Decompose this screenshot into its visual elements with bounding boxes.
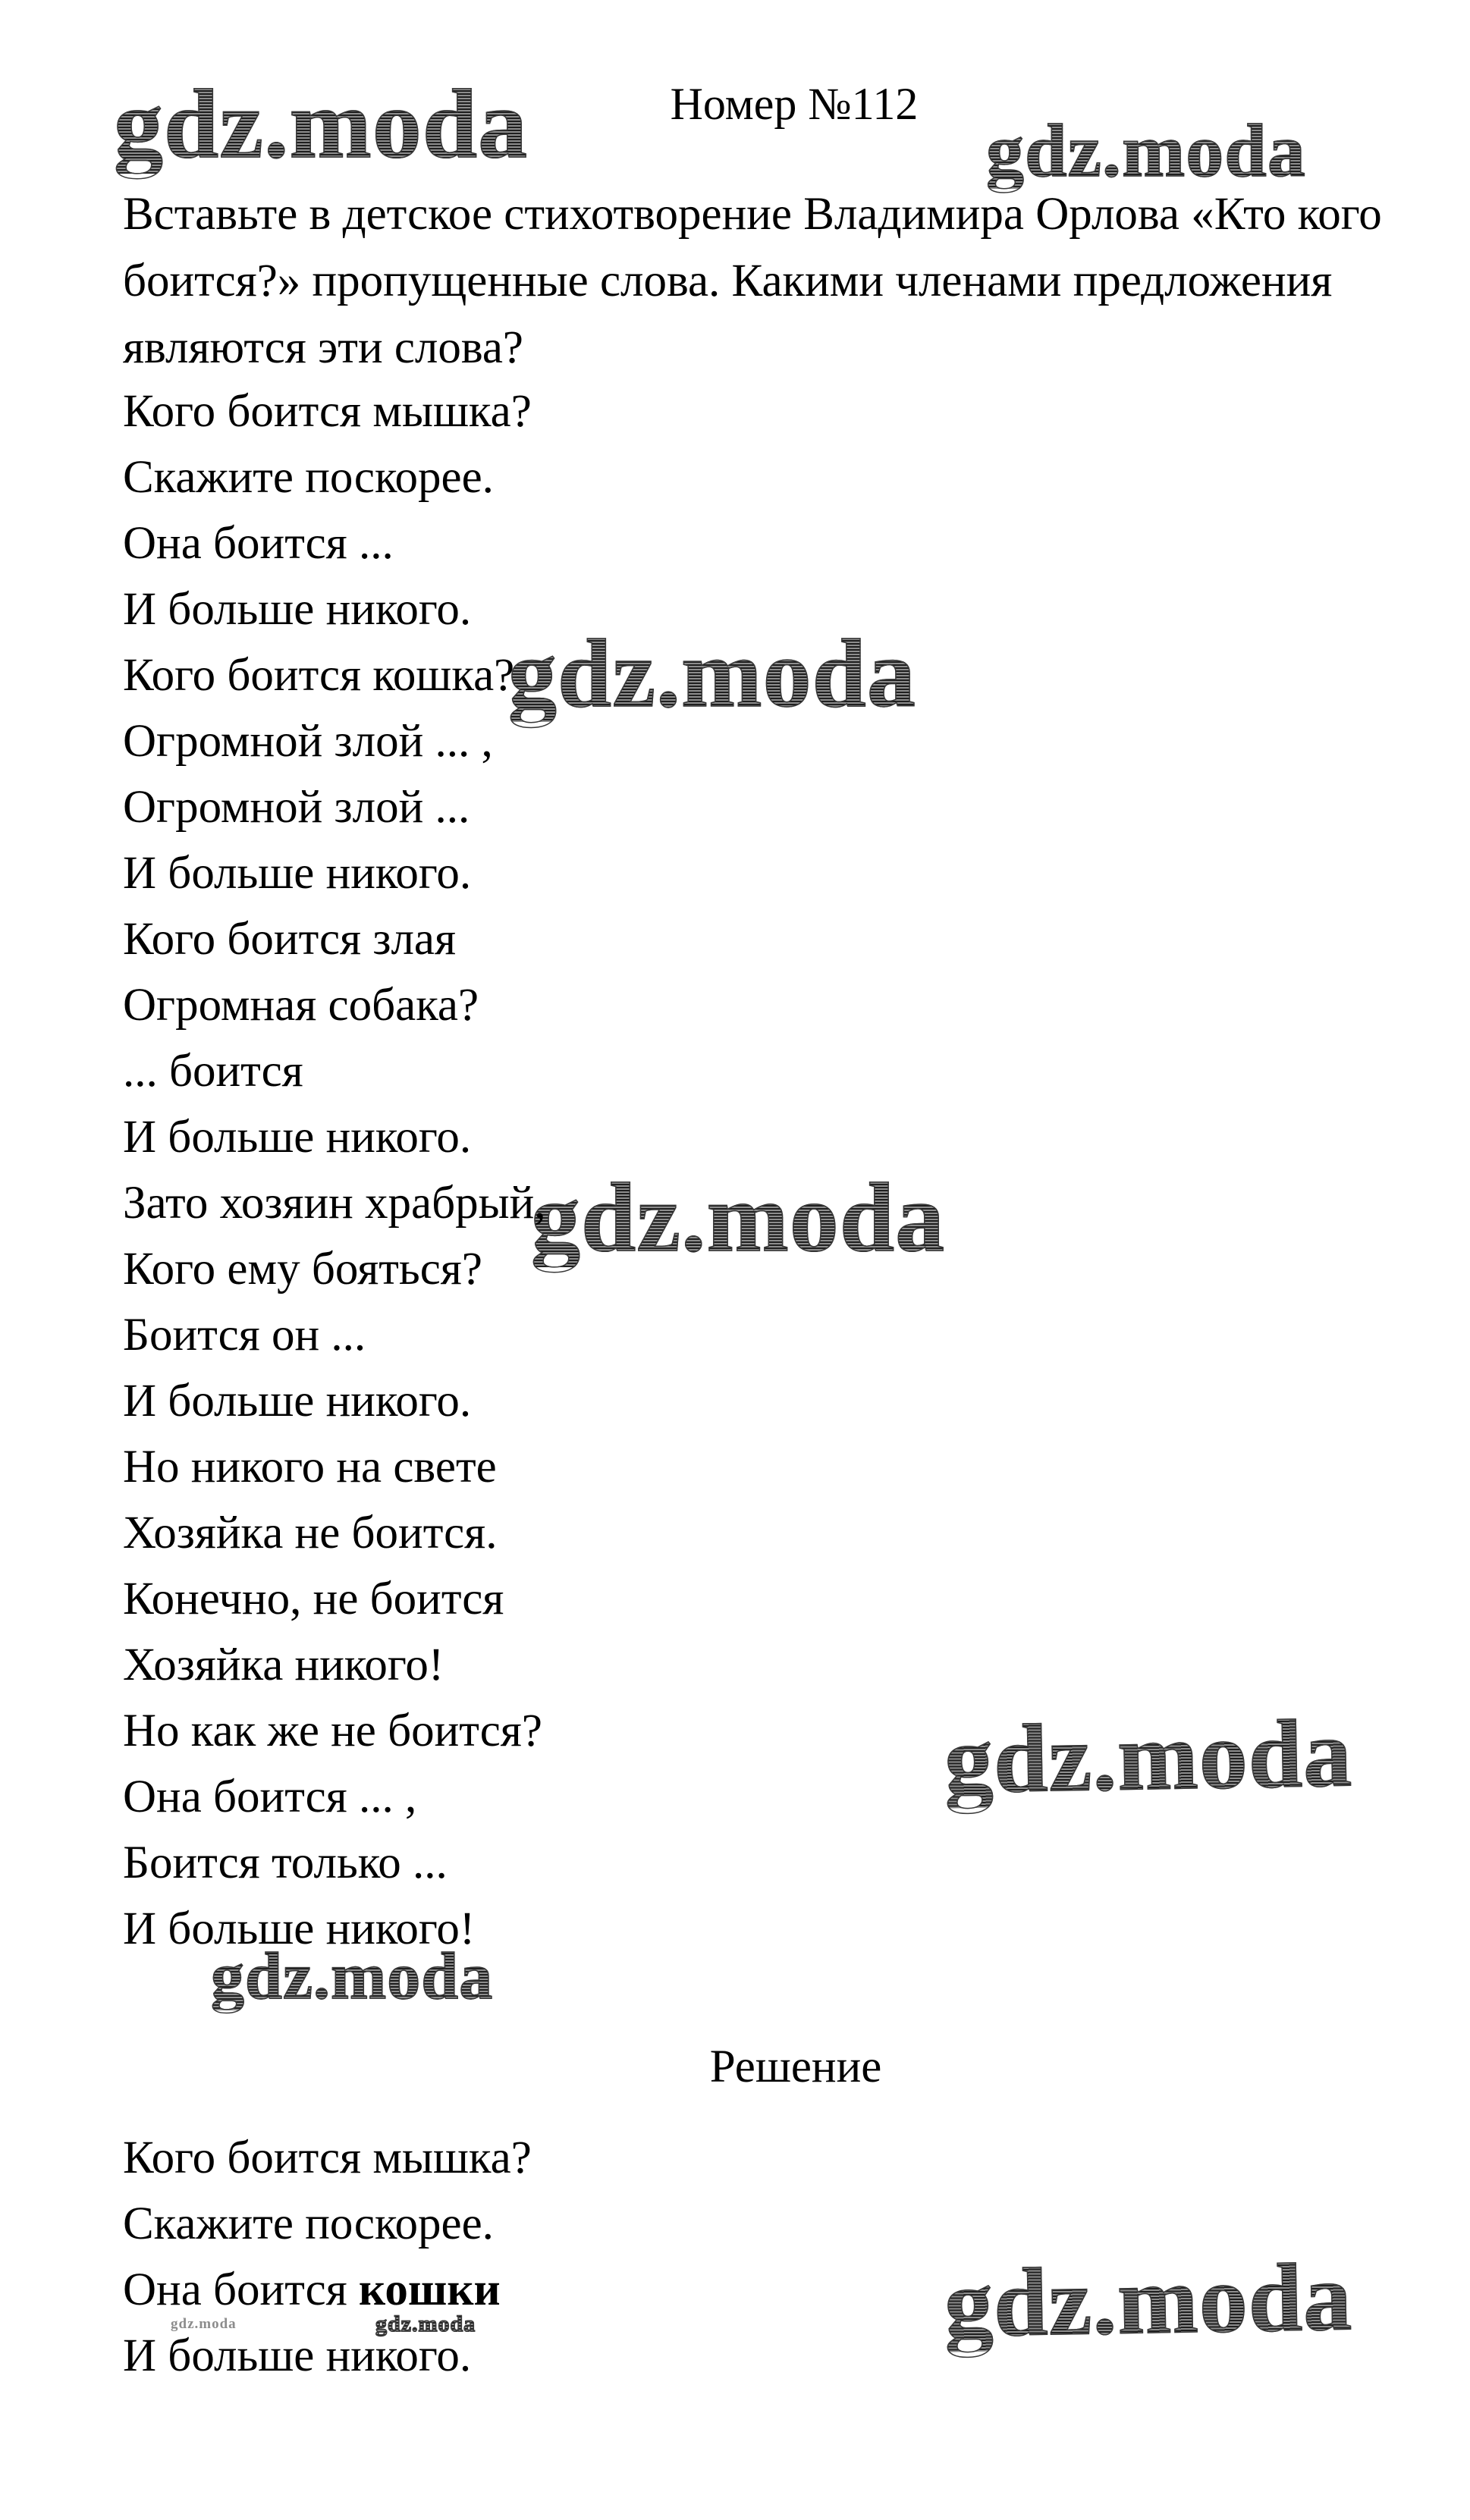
task-statement-line: Вставьте в детское стихотворение Владимира Орлова «Кто кого: [123, 189, 1382, 240]
poem-line: ... боится: [123, 1046, 303, 1097]
watermark-gdz-moda-middle-1: gdz.moda: [508, 620, 916, 727]
poem-line: Огромная собака?: [123, 980, 479, 1031]
poem-line: Скажите поскорее.: [123, 452, 494, 503]
watermark-gdz-moda-right-2: gdz.moda: [943, 2242, 1354, 2358]
poem-line: Огромной злой ...: [123, 782, 470, 833]
solution-text: [123, 2125, 532, 2389]
poem-line: Но никого на свете: [123, 1442, 497, 1492]
poem-line: Кого ему бояться?: [123, 1244, 482, 1295]
solution-heading: Решение: [709, 2041, 882, 2092]
poem-line: Она боится ...: [123, 518, 394, 569]
poem-line: Кого боится кошка?: [123, 650, 515, 701]
page-title: Номер №112: [670, 79, 919, 129]
poem-line: Боится он ...: [123, 1310, 366, 1360]
watermark-gdz-moda-tiny-2: gdz.moda: [375, 2311, 476, 2336]
poem-line: Кого боится злая: [123, 914, 457, 965]
poem-line: Но как же не боится?: [123, 1706, 542, 1756]
solution-line: Скажите поскорее.: [123, 2198, 494, 2249]
watermark-gdz-moda-tiny-1: gdz.moda: [171, 2316, 237, 2332]
solution-line: Она боится кошки: [123, 2264, 501, 2315]
task-statement: [123, 181, 1382, 381]
poem-line: Хозяйка никого!: [123, 1640, 444, 1690]
solution-line: И больше никого.: [123, 2330, 472, 2381]
poem-text: [123, 378, 546, 1962]
poem-line: И больше никого.: [123, 1112, 472, 1163]
task-statement-line: являются эти слова?: [123, 322, 524, 373]
solution-line: Кого боится мышка?: [123, 2132, 532, 2183]
poem-line: Зато хозяин храбрый,: [123, 1178, 546, 1229]
poem-line: И больше никого.: [123, 1376, 472, 1426]
poem-line: И больше никого!: [123, 1903, 476, 1954]
poem-line: И больше никого.: [123, 584, 472, 635]
poem-line: Хозяйка не боится.: [123, 1508, 498, 1558]
poem-line: Огромной злой ... ,: [123, 716, 493, 767]
poem-line: Конечно, не боится: [123, 1574, 504, 1624]
watermark-gdz-moda-right-1: gdz.moda: [943, 1699, 1354, 1814]
task-statement-line: боится?» пропущенные слова. Какими членами предложения: [123, 256, 1333, 306]
poem-line: И больше никого.: [123, 848, 472, 899]
poem-line: Она боится ... ,: [123, 1772, 417, 1822]
watermark-gdz-moda-middle-2: gdz.moda: [531, 1163, 946, 1273]
watermark-gdz-moda-top-right: gdz.moda: [986, 108, 1306, 193]
poem-line: Боится только ...: [123, 1837, 448, 1888]
watermark-gdz-moda-bottom-left: gdz.moda: [211, 1940, 494, 2013]
watermark-gdz-moda-top-left: gdz.moda: [114, 70, 529, 179]
poem-line: Кого боится мышка?: [123, 386, 532, 437]
bold-answer-word: кошки: [359, 2264, 501, 2315]
